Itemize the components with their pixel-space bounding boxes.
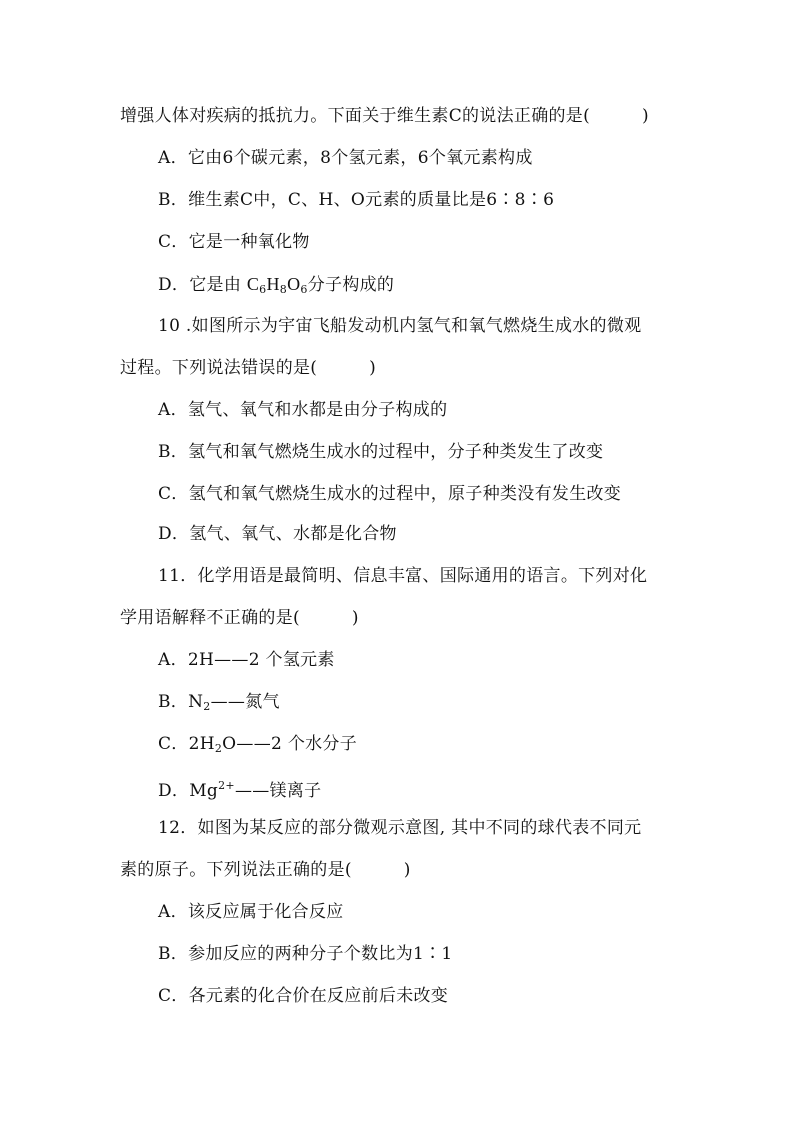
q9-option-a: A．它由6个碳元素，8个氢元素，6个氧元素构成 (158, 148, 533, 168)
formula-subscript: 2 (203, 700, 211, 713)
q9-option-b: B．维生素C中，C、H、O元素的质量比是6∶8∶6 (158, 190, 555, 210)
q12-option-b: B．参加反应的两种分子个数比为1∶1 (158, 944, 453, 964)
q11-option-b (158, 690, 280, 719)
formula-subscript: 2 (214, 742, 223, 755)
q12-stem-continuation: 素的原子。下列说法正确的是( ) (120, 860, 411, 880)
q9-option-d-suffix: 分子构成的 (307, 275, 395, 295)
q10-option-b: B．氢气和氧气燃烧生成水的过程中，分子种类发生了改变 (158, 442, 604, 462)
q12-option-c: C．各元素的化合价在反应前后未改变 (158, 986, 449, 1006)
q12-option-a: A．该反应属于化合反应 (158, 902, 344, 922)
q9-stem-continuation: 增强人体对疾病的抵抗力。下面关于维生素C的说法正确的是( ) (120, 106, 649, 126)
formula-part: C (246, 274, 260, 294)
q11-option-d-prefix: D．Mg (158, 781, 219, 801)
formula-part: H (266, 274, 280, 294)
q10-stem-continuation: 过程。下列说法错误的是( ) (120, 358, 377, 378)
formula-subscript: 8 (279, 283, 288, 296)
q11-option-c-suffix: O——2 个水分子 (222, 734, 358, 754)
formula-part: O (287, 274, 301, 294)
formula-subscript: 6 (300, 283, 308, 296)
q11-option-a: A．2H——2 个氢元素 (158, 650, 335, 670)
q10-stem: 10 .如图所示为宇宙飞船发动机内氢气和氧气燃烧生成水的微观 (158, 316, 642, 336)
q11-option-c-prefix: C．2H (158, 734, 215, 754)
q10-option-a: A．氢气、氧气和水都是由分子构成的 (158, 400, 448, 420)
q10-option-d: D．氢气、氧气、水都是化合物 (158, 524, 397, 544)
q10-option-c: C．氢气和氧气燃烧生成水的过程中，原子种类没有发生改变 (158, 484, 622, 504)
q11-option-c (158, 732, 357, 761)
q11-option-b-prefix: B．N (158, 692, 204, 712)
q11-stem-continuation: 学用语解释不正确的是( ) (120, 608, 359, 628)
q9-option-d-prefix: D．它是由 (158, 275, 247, 295)
q9-option-c: C．它是一种氧化物 (158, 232, 310, 252)
q11-option-d-suffix: ——镁离子 (234, 781, 322, 801)
formula-subscript: 6 (259, 283, 267, 296)
q11-option-d (158, 774, 321, 803)
q11-stem: 11．化学用语是最简明、信息丰富、国际通用的语言。下列对化 (158, 566, 648, 586)
q12-stem: 12．如图为某反应的部分微观示意图, 其中不同的球代表不同元 (158, 818, 642, 838)
formula-superscript: 2+ (218, 779, 235, 792)
q11-option-b-suffix: ——氮气 (210, 692, 280, 712)
q9-option-d (158, 272, 394, 302)
